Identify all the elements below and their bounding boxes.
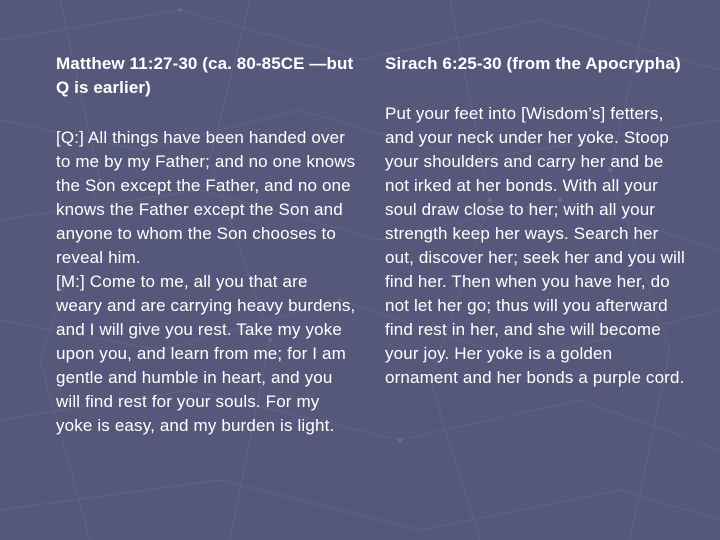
sirach-heading: Sirach 6:25-30 (from the Apocrypha) [385,54,681,73]
sirach-text [385,102,685,390]
matthew-q-paragraph: [Q:] All things have been handed over to me by my Father; and no one knows the Son except the Father, and no one knows the Father except the Son and anyone to whom the Son chooses to reveal him. [56,128,356,267]
matthew-column [56,52,356,438]
matthew-m-paragraph: [M:] Come to me, all you that are weary and are carrying heavy burdens, and I will give you rest. Take my yoke upon you, and learn from me; for I am gentle and humble in heart, and you will find rest for your souls. For my yoke is easy, and my burden is light. [56,272,356,435]
matthew-heading: Matthew 11:27-30 (ca. 80-85CE —but Q is earlier) [56,54,354,97]
matthew-text [56,126,356,438]
sirach-column [385,52,685,390]
sirach-paragraph: Put your feet into [Wisdom’s] fetters, and your neck under her yoke. Stoop your shoulders and carry her and be not irked at her bonds. With all your soul draw close to her; with all your strength keep her ways. Search her out, discover her; seek her and you will find her. Then when you have her, do not let her go; thus will you afterward find rest in her, and she will become your joy. Her yoke is a golden ornament and her bonds a purple cord. [385,104,685,387]
